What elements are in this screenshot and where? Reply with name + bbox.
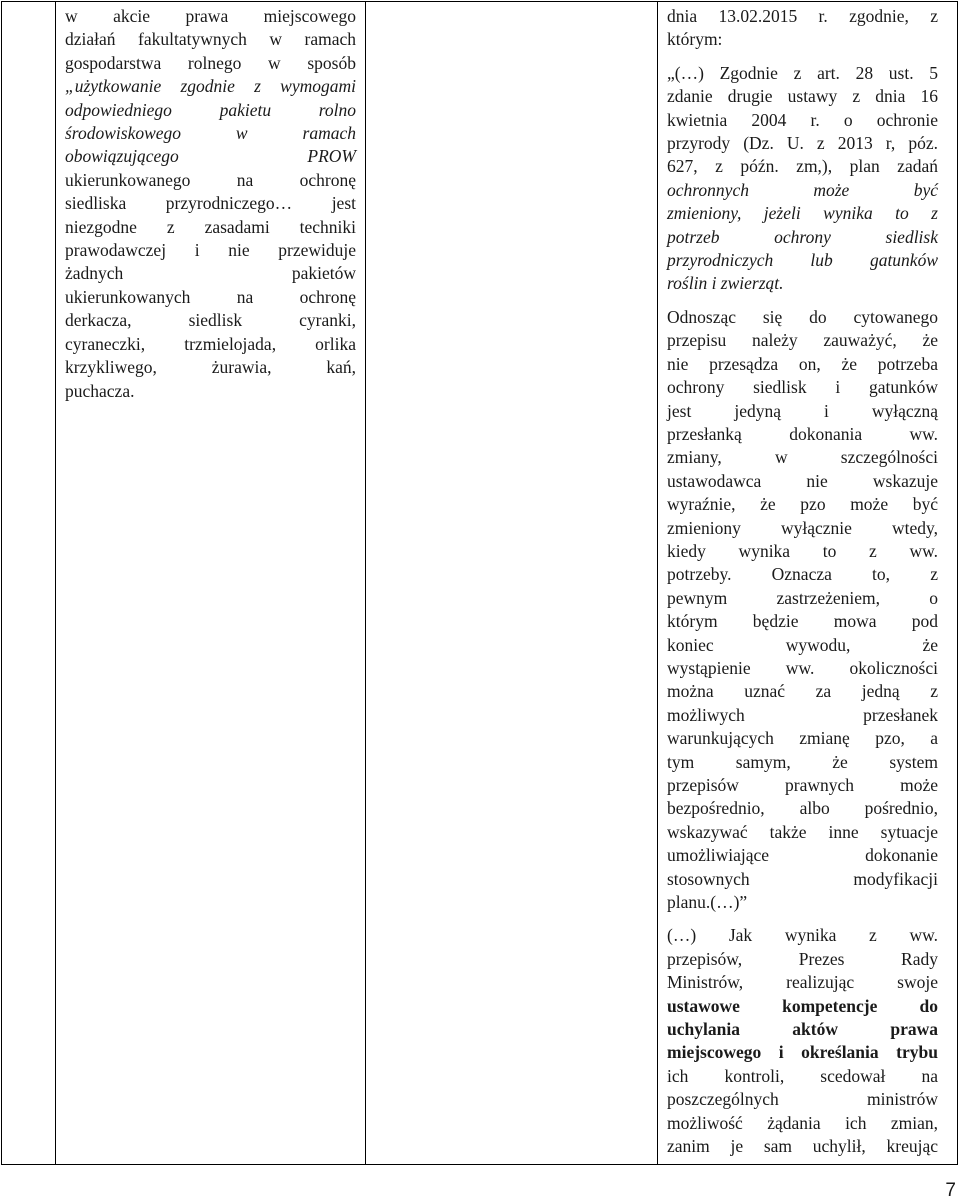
text-line: zdanie drugie ustawy z dnia 16 [667, 86, 938, 107]
text-line: „(…) Zgodnie z art. 28 ust. 5 [667, 62, 938, 83]
text-line: ukierunkowanych na ochronę [65, 286, 356, 307]
table-border-left [1, 1, 2, 1165]
text-line: ukierunkowanego na ochronę [65, 169, 356, 190]
text-line: miejscowego i określania trybu [667, 1042, 938, 1063]
commentary-paragraph [667, 306, 938, 915]
text-line: warunkujących zmianę pzo, a [667, 728, 938, 749]
text-line: Ministrów, realizując swoje [667, 972, 938, 993]
text-line: przepisów prawnych może [667, 775, 938, 795]
text-line: zmieniony wyłącznie wtedy, [667, 517, 938, 538]
text-line: poszczególnych ministrów [667, 1089, 938, 1110]
text-line: 627, z późn. zm,), plan zadań [667, 156, 938, 177]
text-line: jest jedyną i wyłączną [667, 400, 938, 421]
text-line: kwietnia 2004 r. o ochronie [667, 109, 938, 130]
text-line: ustawowe kompetencje do [667, 995, 938, 1016]
intro-paragraph [667, 5, 938, 52]
text-line: kiedy wynika to z ww. [667, 540, 938, 561]
minister-paragraph [667, 924, 938, 1158]
text-line: można uznać za jedną z [667, 681, 938, 702]
text-line: przepisu należy zauważyć, że [667, 330, 938, 351]
text-line: wskazywać także inne sytuacje [667, 821, 938, 842]
quote-paragraph [667, 62, 938, 296]
text-line: puchacza. [65, 380, 135, 401]
text-line: zmiany, w szczególności [667, 447, 938, 468]
text-line: wyraźnie, że pzo może być [667, 494, 938, 515]
text-line: którym: [667, 29, 723, 50]
table-top-border [1, 1, 958, 2]
text-line: derkacza, siedlisk cyranki, [65, 310, 356, 331]
text-line: ich kontroli, scedował na [667, 1065, 938, 1086]
text-line: którym będzie mowa pod [667, 611, 938, 632]
text-line: żadnych pakietów [65, 263, 356, 284]
table-border-right [957, 1, 958, 1165]
page-number: 7 [945, 1180, 956, 1201]
text-line: koniec wywodu, że [667, 634, 938, 655]
text-line: możliwych przesłanek [667, 704, 938, 725]
text-line: potrzeby. Oznacza to, z [667, 564, 938, 585]
text-line: cyraneczki, trzmielojada, orlika [65, 333, 356, 354]
text-line: planu.(…)” [667, 892, 748, 913]
text-line: wystąpienie ww. okoliczności [667, 657, 938, 678]
text-line: działań fakultatywnych w ramach [65, 29, 356, 50]
text-line: krzykliwego, żurawia, kań, [65, 357, 356, 378]
text-line: bezpośrednio, albo pośrednio, [667, 798, 938, 819]
text-line: ochrony siedlisk i gatunków [667, 377, 938, 398]
text-line: siedliska przyrodniczego… jest [65, 193, 356, 214]
text-line: Odnosząc się do cytowanego [667, 306, 938, 327]
text-line: stosownych modyfikacji [667, 868, 938, 889]
text-line: niezgodne z zasadami techniki [65, 216, 356, 237]
column-1-text [65, 5, 356, 403]
text-line: w akcie prawa miejscowego [65, 6, 356, 26]
document-table [1, 1, 958, 1165]
text-line: (…) Jak wynika z ww. [667, 925, 938, 946]
text-line: prawodawczej i nie przewiduje [65, 240, 356, 261]
text-line: środowiskowego w ramach [65, 123, 356, 144]
column-3-text [667, 5, 938, 1159]
column-divider-1 [55, 1, 56, 1165]
text-line: uchylania aktów prawa [667, 1019, 938, 1040]
text-line: możliwość żądania ich zmian, [667, 1112, 938, 1133]
text-line: gospodarstwa rolnego w sposób [65, 52, 356, 73]
text-line: „użytkowanie zgodnie z wymogami [65, 76, 356, 97]
text-line: przesłanką dokonania ww. [667, 423, 938, 444]
column-divider-3 [657, 1, 658, 1165]
text-line: tym samym, że system [667, 751, 938, 772]
text-line: przyrody (Dz. U. z 2013 r, póz. [667, 133, 938, 154]
text-line: potrzeb ochrony siedlisk [667, 226, 938, 247]
text-line: obowiązującego PROW [65, 146, 356, 167]
table-bottom-border [1, 1164, 958, 1165]
text-line: roślin i zwierząt. [667, 273, 784, 294]
text-line: nie przesądza on, że potrzeba [667, 353, 938, 374]
text-line: zmieniony, jeżeli wynika to z [667, 203, 938, 224]
column-divider-2 [365, 1, 366, 1165]
text-line: przyrodniczych lub gatunków [667, 250, 938, 271]
text-line: dnia 13.02.2015 r. zgodnie, z [667, 6, 938, 26]
text-line: odpowiedniego pakietu rolno [65, 99, 356, 120]
text-line: przepisów, Prezes Rady [667, 948, 938, 969]
text-line: ustawodawca nie wskazuje [667, 470, 938, 491]
text-line: pewnym zastrzeżeniem, o [667, 587, 938, 608]
text-line: ochronnych może być [667, 179, 938, 200]
text-line: umożliwiające dokonanie [667, 845, 938, 866]
text-line: zanim je sam uchylił, kreując [667, 1136, 938, 1157]
